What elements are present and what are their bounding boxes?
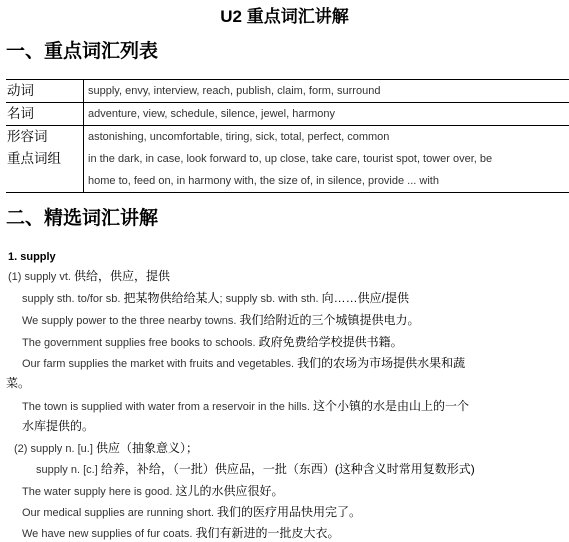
example-sentence: We supply power to the three nearby towns. 我们给附近的三个城镇提供电力。 (22, 313, 420, 327)
words-line: in the dark, in case, look forward to, up close, take care, tourist spot, tower over, be (88, 153, 493, 165)
example-sentence: Our farm supplies the market with fruits and vegetables. 我们的农场为市场提供水果和蔬 (22, 356, 466, 370)
table-row (6, 80, 569, 103)
example-sentence: The government supplies free books to schools. 政府免费给学校提供书籍。 (22, 335, 403, 349)
entry-line: supply n. [c.] 给养，补给，（一批）供应品，一批（东西）(这种含义时常用复数形式) (36, 462, 475, 476)
words-cell: supply, envy, interview, reach, publish, claim, form, surround (84, 80, 569, 103)
words-cell (84, 148, 569, 193)
table-row (6, 126, 569, 149)
page-title: U2 重点词汇讲解 (220, 7, 349, 26)
example-sentence: Our medical supplies are running short. 我们的医疗用品快用完了。 (22, 505, 362, 519)
section-heading-vocab-list: 一、重点词汇列表 (6, 41, 159, 62)
entry-title: 1. supply (8, 251, 56, 263)
words-cell: astonishing, uncomfortable, tiring, sick, total, perfect, common (88, 131, 390, 143)
words-cell: adventure, view, schedule, silence, jewel, harmony (84, 103, 569, 126)
category-cell: 重点词组 (6, 148, 84, 193)
table-row (6, 103, 569, 126)
entry-line: (1) supply vt. 供给，供应，提供 (8, 269, 171, 283)
words-line: home to, feed on, in harmony with, the size of, in silence, provide ... with (88, 175, 439, 187)
category-cell: 名词 (6, 103, 84, 126)
example-sentence-cont: 水库提供的。 (22, 419, 95, 433)
vocab-table (6, 79, 569, 193)
example-sentence: The water supply here is good. 这儿的水供应很好。 (22, 484, 284, 498)
example-sentence: The town is supplied with water from a reservoir in the hills. 这个小镇的水是由山上的一个 (22, 399, 470, 413)
entry-line: supply sth. to/for sb. 把某物供给给某人; supply sb. with sth. 向……供应/提供 (22, 291, 409, 305)
table-row (6, 148, 569, 193)
example-sentence: We have new supplies of fur coats. 我们有新进的一批皮大衣。 (22, 526, 340, 540)
section-heading-vocab-explain: 二、精选词汇讲解 (6, 208, 159, 229)
example-sentence-cont: 菜。 (6, 376, 31, 390)
category-cell: 形容词 (6, 126, 84, 149)
entry-line: (2) supply n. [u.] 供应（抽象意义）； (14, 441, 198, 455)
category-cell: 动词 (6, 80, 84, 103)
